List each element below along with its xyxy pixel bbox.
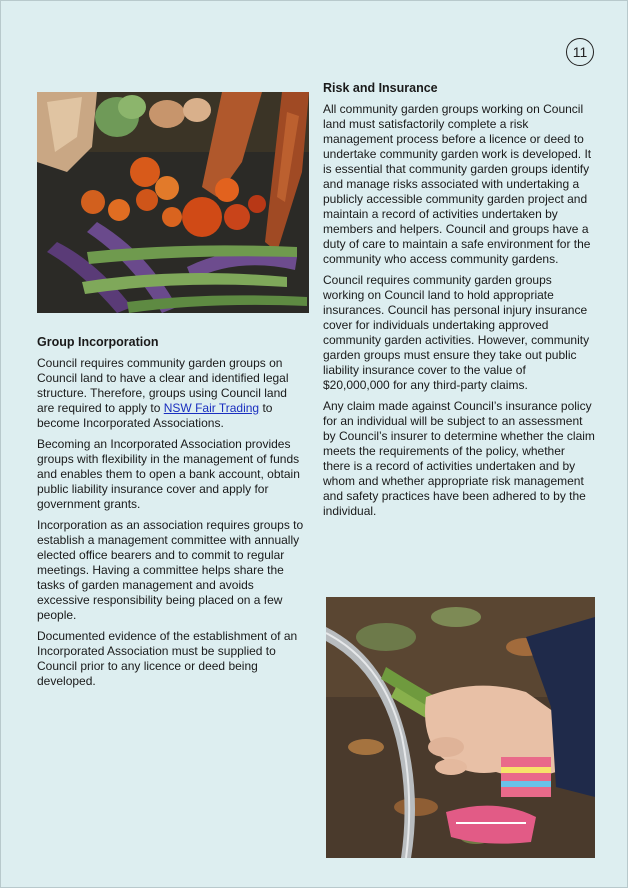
paragraph: Council requires community garden groups working on Council land to hold appropriate insurances. Council has personal injury insurance cover for individuals undertaking approved community garden activities. However, community garden groups must ensure they take out public liability insurance cover to the value of $20,000,000 for any third-party claims.	[323, 273, 590, 392]
vegetables-photo	[37, 92, 309, 313]
risk-insurance-section	[323, 81, 595, 525]
section-heading: Risk and Insurance	[323, 81, 438, 95]
paragraph: Any claim made against Council’s insurance policy for an individual will be subject to an assessment by Council’s insurer to determine whether the claim meets the requirements of the policy, whether there is a record of activities undertaken and by whom and whether appropriate risk management and safety practices have been adhered to by the individual.	[323, 399, 595, 518]
paragraph-text: to become Incorporated Associations.	[37, 401, 273, 430]
paragraph: Incorporation as an association requires groups to establish a management committee with annually elected office bearers and to commit to regular meetings. Having a committee helps share the tasks of garden management and avoids excessive responsibility being placed on a few people.	[37, 518, 304, 622]
paragraph: Becoming an Incorporated Association provides groups with flexibility in the management of funds and enables them to open a bank account, obtain public liability insurance cover and apply for government grants.	[37, 437, 300, 511]
paragraph-text: Council requires community garden groups on Council land to have a clear and identified legal structure. Therefore, groups using Council land are required to apply to	[37, 356, 289, 415]
nsw-fair-trading-link[interactable]: NSW Fair Trading	[163, 401, 260, 415]
paragraph: Documented evidence of the establishment of an Incorporated Association must be supplied to Council prior to any licence or deed being developed.	[37, 629, 298, 688]
page-number: 11	[566, 38, 594, 66]
child-hand-beans-photo	[326, 597, 595, 858]
section-heading: Group Incorporation	[37, 335, 159, 349]
paragraph: All community garden groups working on Council land must satisfactorily complete a risk management process before a licence or deed to undertake community garden work is developed. It is essential that community garden groups identify and manage risks associated with undertaking a publicly accessible community garden project and maintain a record of activities undertaken by members and helpers. Council and groups have a duty of care to maintain a safe environment for the community who access community gardens.	[323, 102, 592, 266]
group-incorporation-section	[37, 335, 307, 695]
paragraph	[37, 356, 307, 431]
